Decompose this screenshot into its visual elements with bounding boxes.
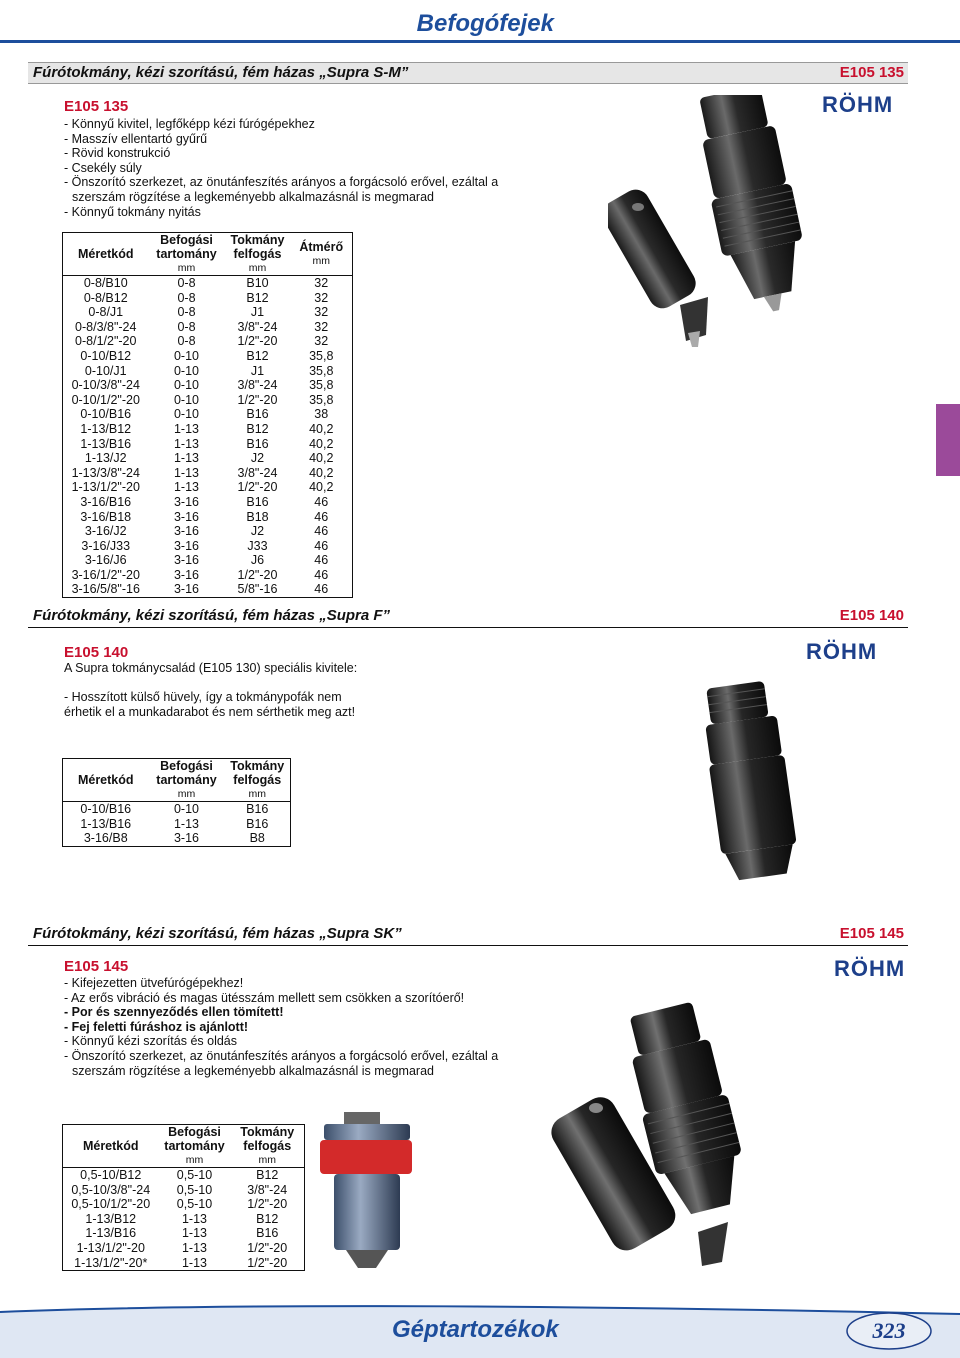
table-cell: 3-16 [173,567,200,582]
table-cell: J6 [250,553,265,568]
table-cell: 35,8 [291,364,353,379]
table-cell: 0-10/3/8"-24 [63,378,149,393]
table-cell: 1/2"-20 [237,567,278,582]
table-cell: 0-8/B10 [63,276,149,291]
table-row [63,334,353,349]
table-cell: B12 [246,290,269,305]
table-cell: 35,8 [291,393,353,408]
table-cell: 46 [291,568,353,583]
table-cell: 0-8/1/2"-20 [63,334,149,349]
table-cell: 32 [291,276,353,291]
feature-list [64,661,357,719]
table-cell: 32 [291,305,353,320]
section-bar-supra-sk [28,924,908,946]
product-code: E105 135 [64,98,129,115]
table-row [63,495,353,510]
feature-item: szerszám rögzítése a legkeményebb alkalmazásnál is megmarad [72,189,434,204]
table-cell: 3-16 [149,831,225,846]
table-cell: 0-8/B12 [63,291,149,306]
table-cell: 1/2"-20 [237,480,278,495]
table-row [63,1241,305,1256]
page-header [0,0,960,46]
spec-table-supra-f [62,758,291,847]
table-cell: 32 [291,291,353,306]
table-cell: 0-10 [173,802,200,816]
table-cell: 0-8/3/8"-24 [63,320,149,335]
table-cell: 35,8 [291,349,353,364]
table-cell: 1-13 [159,1256,231,1271]
rohm-logo: RÖHM [822,92,894,117]
table-row [63,1256,305,1271]
feature-item: érhetik el a munkadarabot és nem sérthetik meg azt! [64,704,356,719]
table-cell: B18 [246,509,269,524]
table-cell: B8 [225,831,291,846]
table-cell: 40,2 [291,466,353,481]
feature-item: - Fej feletti fúráshoz is ajánlott! [64,1019,249,1034]
table-cell: 0-10 [173,392,200,407]
table-cell: 46 [291,539,353,554]
table-row [63,393,353,408]
table-cell: 1-13/B12 [63,422,149,437]
table-cell: 40,2 [291,422,353,437]
table-cell: 1-13 [181,1211,208,1226]
section-bar-supra-sm [28,62,908,84]
table-row [63,320,353,335]
chuck-photo-supra-sm [608,95,830,355]
col-header: Tokmány felfogás mm [230,233,285,274]
feature-item: szerszám rögzítése a legkeményebb alkalmazásnál is megmarad [72,1063,434,1078]
col-header: Tokmány felfogás mm [231,1125,305,1168]
table-cell: 1-13/1/2"-20 [63,1241,159,1256]
footer-title: Géptartozékok [392,1316,559,1343]
table-cell: 3-16 [149,582,225,597]
table-row [63,291,353,306]
table-row [63,831,291,846]
col-header: Méretkód [63,1125,159,1168]
col-header: Tokmány felfogás mm [225,759,291,802]
table-row [63,568,353,583]
table-cell: 0-8 [177,319,196,334]
table-cell: B16 [246,494,269,509]
table-cell: 1-13 [173,451,200,466]
table-cell: B16 [231,1226,305,1241]
table-cell: 3-16/1/2"-20 [63,568,149,583]
table-cell: 3/8"-24 [237,378,278,393]
table-row [63,480,353,495]
table-cell: B16 [225,817,291,832]
feature-item: - Hosszított külső hüvely, így a tokmánypofák nem [64,690,342,705]
table-cell: 3-16 [173,553,200,568]
table-cell: B12 [246,348,269,363]
col-header: Átmérő mm [291,233,353,276]
table-row [63,378,353,393]
table-cell: 0-10 [173,363,200,378]
table-cell: 0-8 [177,305,196,320]
table-cell: 1/2"-20 [237,334,278,349]
table-cell: 1-13/B16 [63,1226,159,1241]
table-cell: 46 [291,495,353,510]
table-cell: 32 [291,320,353,335]
table-row [63,451,353,466]
feature-item: - Kifejezetten ütvefúrógépekhez! [64,976,244,990]
table-row [63,582,353,597]
table-cell: 0,5-10/1/2"-20 [63,1197,159,1212]
table-cell: 0-10 [173,348,200,363]
header-rule [0,40,960,43]
table-cell: 1-13 [173,436,200,451]
table-cell: 46 [291,510,353,525]
table-cell: B12 [231,1168,305,1183]
spec-table-supra-sm [62,232,353,598]
table-cell: 32 [291,334,353,349]
table-cell: J33 [247,538,268,553]
table-cell: J2 [250,524,265,539]
col-header: Méretkód [63,759,149,802]
table-cell: 1-13 [181,1226,208,1241]
table-row [63,349,353,364]
table-cell: 35,8 [291,378,353,393]
section-code: E105 140 [839,607,904,624]
col-header: Befogási tartomány mm [156,759,217,800]
table-cell: 3-16/J2 [63,524,149,539]
table-row [63,539,353,554]
table-cell: 1/2"-20 [231,1256,305,1271]
table-cell: 5/8"-16 [225,582,291,597]
feature-item: - Masszív ellentartó gyűrű [64,131,208,146]
page-number: 323 [872,1318,906,1343]
table-row [63,364,353,379]
table-cell: 0-8 [177,334,196,349]
feature-item: - Rövid konstrukció [64,146,171,161]
table-cell: 1/2"-20 [231,1197,305,1212]
table-cell: 0-10/1/2"-20 [63,393,149,408]
page-footer [0,1302,960,1358]
table-row [63,524,353,539]
table-cell: 0-8/J1 [63,305,149,320]
chuck-photo-supra-f [688,680,808,890]
table-cell: 40,2 [291,451,353,466]
table-cell: 1-13/1/2"-20 [63,480,149,495]
table-row [63,1168,305,1183]
table-cell: 1-13/B16 [63,817,149,832]
table-cell: 1/2"-20 [231,1241,305,1256]
table-cell: 3-16 [173,509,200,524]
table-cell: 46 [291,524,353,539]
table-cell: J1 [250,305,265,320]
feature-item [64,676,357,691]
table-cell: B16 [246,436,269,451]
table-row [63,510,353,525]
table-row [63,407,353,422]
table-cell: 0-10/J1 [63,364,149,379]
product-code: E105 145 [64,958,129,975]
col-header: Befogási tartomány mm [164,1125,225,1166]
table-cell: J2 [250,451,265,466]
table-cell: 1-13/B16 [63,437,149,452]
table-cell: 1-13/3/8"-24 [63,466,149,481]
table-cell: 46 [291,553,353,568]
table-cell: 38 [291,407,353,422]
table-cell: 0,5-10 [176,1168,213,1182]
cutaway-chuck [320,1112,412,1268]
table-cell: 1-13 [173,480,200,495]
table-row [63,437,353,452]
table-cell: B16 [225,802,291,817]
table-row [63,276,353,291]
side-tab-marker [936,404,960,476]
table-cell: 1-13 [181,1240,208,1255]
table-row [63,802,291,817]
table-cell: B10 [246,276,269,290]
table-cell: 46 [291,582,353,597]
table-cell: 3-16/J6 [63,553,149,568]
table-cell: 1-13 [173,465,200,480]
table-cell: 1-13/B12 [63,1212,159,1227]
feature-item: - Csekély súly [64,160,142,175]
section-bar-supra-f [28,606,908,628]
table-cell: 1-13/J2 [63,451,149,466]
table-row [63,1183,305,1198]
table-cell: 3-16 [173,494,200,509]
spec-table-supra-sk [62,1124,305,1271]
feature-item: - Por és szennyeződés ellen tömített! [64,1005,284,1020]
feature-item: - Könnyű tokmány nyitás [64,204,201,219]
table-cell: 3/8"-24 [237,465,278,480]
table-cell: 1-13/1/2"-20* [63,1256,159,1271]
feature-item: - Könnyű kivitel, legfőképp kézi fúrógépekhez [64,117,315,131]
table-row [63,1197,305,1212]
chuck-photo-supra-sk [310,1000,920,1272]
table-cell: 40,2 [291,480,353,495]
table-cell: 3/8"-24 [231,1183,305,1198]
table-cell: B16 [246,407,269,422]
feature-item: A Supra tokmánycsalád (E105 130) speciális kivitele: [64,661,358,675]
page-title: Befogófejek [416,10,554,37]
rohm-logo: RÖHM [806,639,878,664]
table-cell: 1/2"-20 [237,392,278,407]
table-row [63,817,291,832]
section-title: Fúrótokmány, kézi szorítású, fém házas „Supra F” [33,607,391,624]
table-cell: 0,5-10 [176,1182,213,1197]
table-cell: 3-16/B18 [63,510,149,525]
col-header: Befogási tartomány mm [156,233,217,274]
table-cell: 3-16/B8 [63,831,149,846]
table-cell: B12 [231,1212,305,1227]
table-cell: 3-16 [173,538,200,553]
table-cell: 3-16/5/8"-16 [63,582,149,597]
table-cell: 3-16/J33 [63,539,149,554]
table-cell: 3-16 [173,524,200,539]
table-cell: 3-16/B16 [63,495,149,510]
table-cell: 0-10/B16 [63,407,149,422]
section-title: Fúrótokmány, kézi szorítású, fém házas „Supra SK” [33,925,402,942]
table-row [63,422,353,437]
feature-list [64,117,498,219]
table-cell: J1 [250,363,265,378]
table-cell: 40,2 [291,437,353,452]
table-row [63,466,353,481]
table-row [63,305,353,320]
feature-item: - Önszorító szerkezet, az önutánfeszítés arányos a forgácsoló erővel, ezáltal a [64,175,499,190]
table-cell: 0,5-10/3/8"-24 [63,1183,159,1198]
table-cell: 0,5-10/B12 [63,1168,159,1183]
table-row [63,553,353,568]
table-cell: 3/8"-24 [237,319,278,334]
product-code: E105 140 [64,644,129,661]
table-cell: 0-8 [177,290,196,305]
section-code: E105 135 [839,64,904,81]
feature-item: - Könnyű kézi szorítás és oldás [64,1034,237,1049]
table-cell: 0-10 [173,407,200,422]
feature-item: - Önszorító szerkezet, az önutánfeszítés arányos a forgácsoló erővel, ezáltal a [64,1048,499,1063]
table-row [63,1226,305,1241]
table-cell: 0,5-10 [176,1197,213,1212]
section-code: E105 145 [839,925,904,942]
table-cell: 0-10/B16 [63,802,149,817]
table-row [63,1212,305,1227]
feature-item: - Az erős vibráció és magas ütésszám mellett sem csökken a szorítóerő! [64,990,465,1005]
rohm-logo: RÖHM [834,956,906,981]
section-title: Fúrótokmány, kézi szorítású, fém házas „Supra S-M” [33,64,409,81]
table-cell: 0-10/B12 [63,349,149,364]
table-cell: 0-8 [177,276,196,290]
col-header: Méretkód [63,233,149,276]
table-cell: B12 [246,421,269,436]
table-cell: 0-10 [173,378,200,393]
table-cell: 1-13 [173,421,200,436]
table-cell: 1-13 [173,816,200,831]
